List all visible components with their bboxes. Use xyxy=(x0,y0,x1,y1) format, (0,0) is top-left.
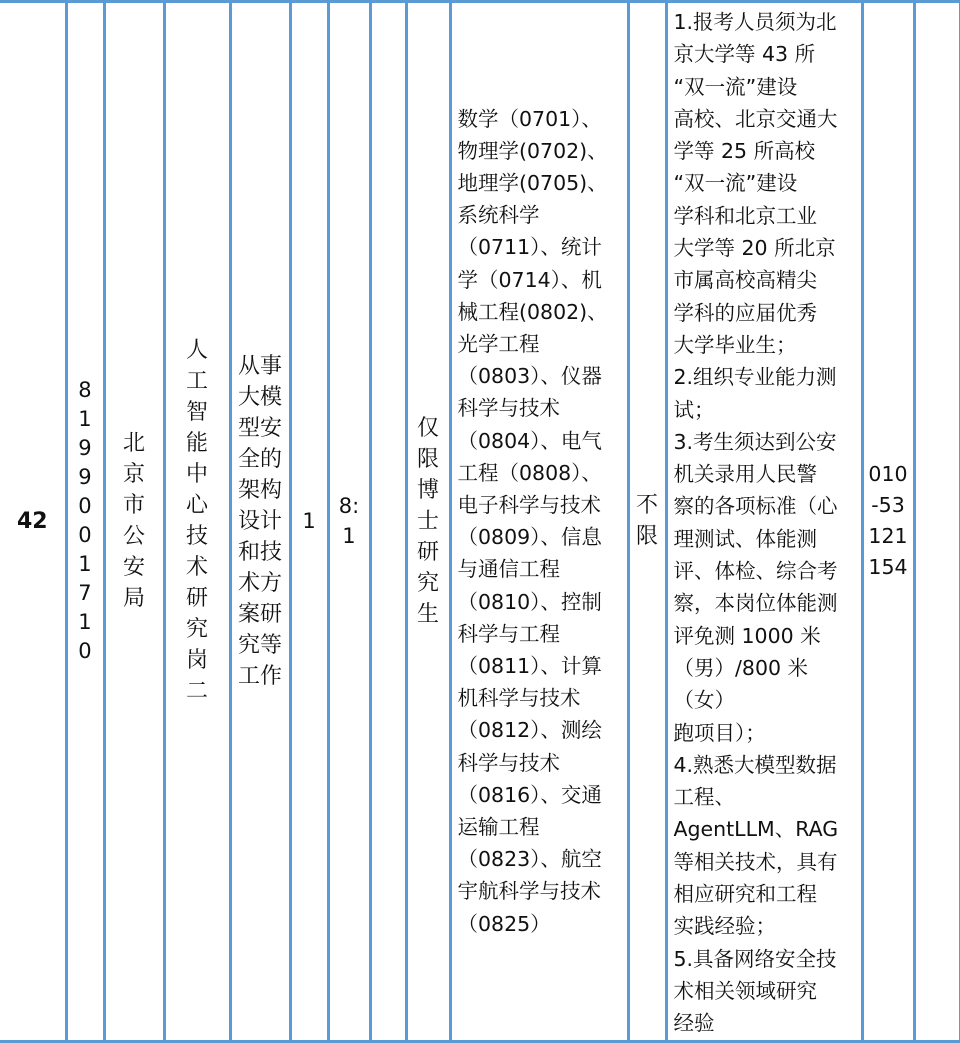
position-code: 81990017 10 xyxy=(78,378,92,664)
target-applicants-cell xyxy=(406,2,450,1042)
majors-text: 数学（0701）、 物理学(0702)、 地理学(0705)、 系统科学 （0711）、统计 学（0714）、机 械工程(0802)、 光学工程 （0803）、仪器 科学与技术 （0804）、电气 工程（0808）、 电子科学与技术 （0809）、信息 与通信工程 （0810）、控制 科学与工程 （0811）、计算 机科学与技术 （0812）、测绘 科学与技术 （0816）、交通 运输工程 （0823）、航空 宇航科学与技术 （0825） xyxy=(457,106,608,936)
index-cell xyxy=(0,2,66,1042)
table-row xyxy=(0,2,960,1042)
ratio-cell xyxy=(328,2,370,1042)
requirements-text: 1.报考人员须为北 京大学等 43 所 “双一流”建设 高校、北京交通大 学等 25 所高校 “双一流”建设 学科和北京工业 大学等 20 所北京 市属高校高精尖 学科的应届优秀 大学毕业生； 2.组织专业能力测 试； 3.考生须达到公安 机关录用人民警 察的各项标准（心 理测试、体能测 评、体检、综合考 察，本岗位体能测 评免测 1000 米 （男）/800 米（女） 跑项目）； 4.熟悉大模型数据 工程、 AgentLLM、RAG 等相关技术，具有 相应研究和工程 实践经验； 5.具备网络安全技 术相关领域研究 经验 xyxy=(673,10,839,1036)
contact-phone: 010 -53 121 154 xyxy=(868,462,908,580)
employer-name: 北京市公安局 xyxy=(122,431,145,612)
position-name-cell xyxy=(164,2,230,1042)
employer-cell xyxy=(104,2,164,1042)
recruit-count-cell xyxy=(290,2,328,1042)
spacer-cell xyxy=(370,2,406,1042)
exam-ratio: 8:1 xyxy=(338,494,360,549)
position-name: 人工智能中心技术研究岗二 xyxy=(185,338,208,705)
remarks-cell xyxy=(914,2,960,1042)
political-status-cell xyxy=(628,2,666,1042)
majors-cell xyxy=(450,2,628,1042)
recruit-count: 1 xyxy=(302,509,316,534)
job-duties-cell xyxy=(230,2,290,1042)
target-applicants: 仅限博士研究生 xyxy=(416,415,439,627)
phone-cell xyxy=(862,2,914,1042)
job-duties: 从事大模型安全的架构设计和技术方案研究等工作 xyxy=(237,353,282,689)
requirements-cell xyxy=(666,2,862,1042)
political-status: 不限 xyxy=(635,493,658,550)
row-index: 42 xyxy=(16,508,48,534)
position-code-cell xyxy=(66,2,104,1042)
